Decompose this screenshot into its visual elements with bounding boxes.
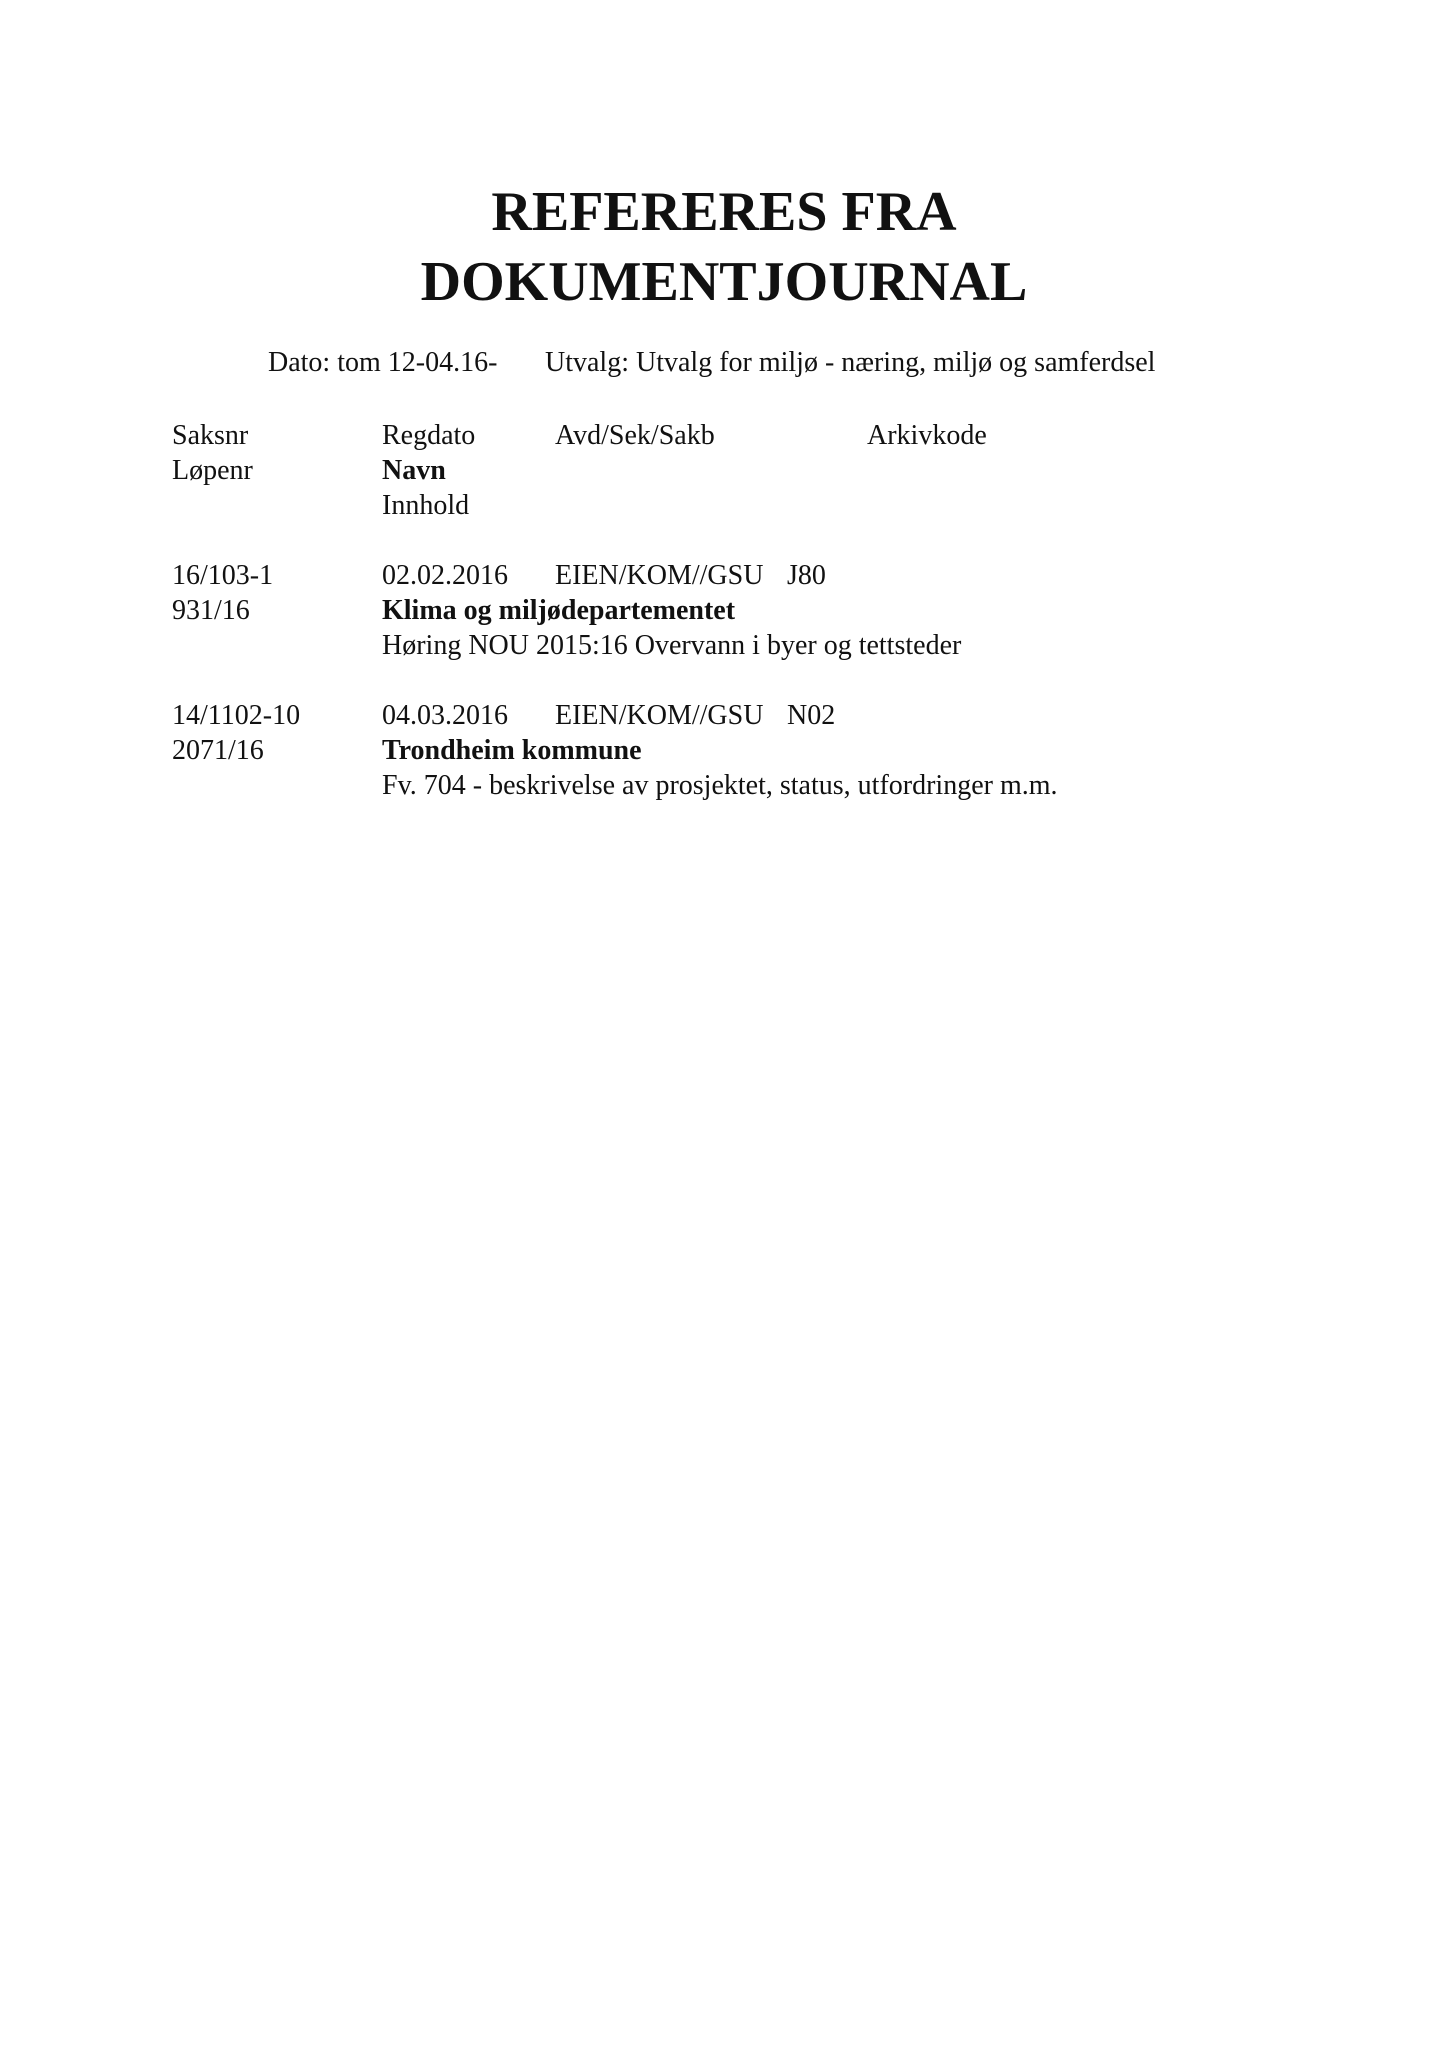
- date-range: Dato: tom 12-04.16-: [268, 347, 498, 378]
- header-arkivkode: Arkivkode: [867, 420, 987, 451]
- entry-arkivkode: N02: [787, 700, 836, 731]
- page-title-line-2: DOKUMENTJOURNAL: [420, 251, 1028, 313]
- entry-arkivkode: J80: [787, 560, 826, 591]
- header-navn: Navn: [382, 455, 446, 486]
- header-avd: Avd/Sek/Sakb: [555, 420, 715, 451]
- committee: Utvalg: Utvalg for miljø - næring, miljø og samferdsel: [545, 347, 1156, 378]
- entry-avd: EIEN/KOM//GSU: [555, 560, 764, 591]
- entry-navn: Trondheim kommune: [382, 735, 642, 766]
- entry-navn: Klima og miljødepartementet: [382, 595, 736, 626]
- header-saksnr: Saksnr: [172, 420, 249, 451]
- page-title-line-1: REFERERES FRA: [491, 181, 957, 243]
- entry-saksnr: 14/1102-10: [172, 700, 301, 731]
- entry-innhold: Fv. 704 - beskrivelse av prosjektet, status, utfordringer m.m.: [382, 770, 1058, 801]
- entry-saksnr: 16/103-1: [172, 560, 274, 591]
- header-lopenr: Løpenr: [172, 455, 253, 486]
- entry-regdato: 02.02.2016: [382, 560, 508, 591]
- header-innhold: Innhold: [382, 490, 470, 521]
- entry-regdato: 04.03.2016: [382, 700, 508, 731]
- header-regdato: Regdato: [382, 420, 476, 451]
- entry-avd: EIEN/KOM//GSU: [555, 700, 764, 731]
- entry-lopenr: 931/16: [172, 595, 250, 626]
- entry-innhold: Høring NOU 2015:16 Overvann i byer og tettsteder: [382, 630, 962, 661]
- entry-lopenr: 2071/16: [172, 735, 264, 766]
